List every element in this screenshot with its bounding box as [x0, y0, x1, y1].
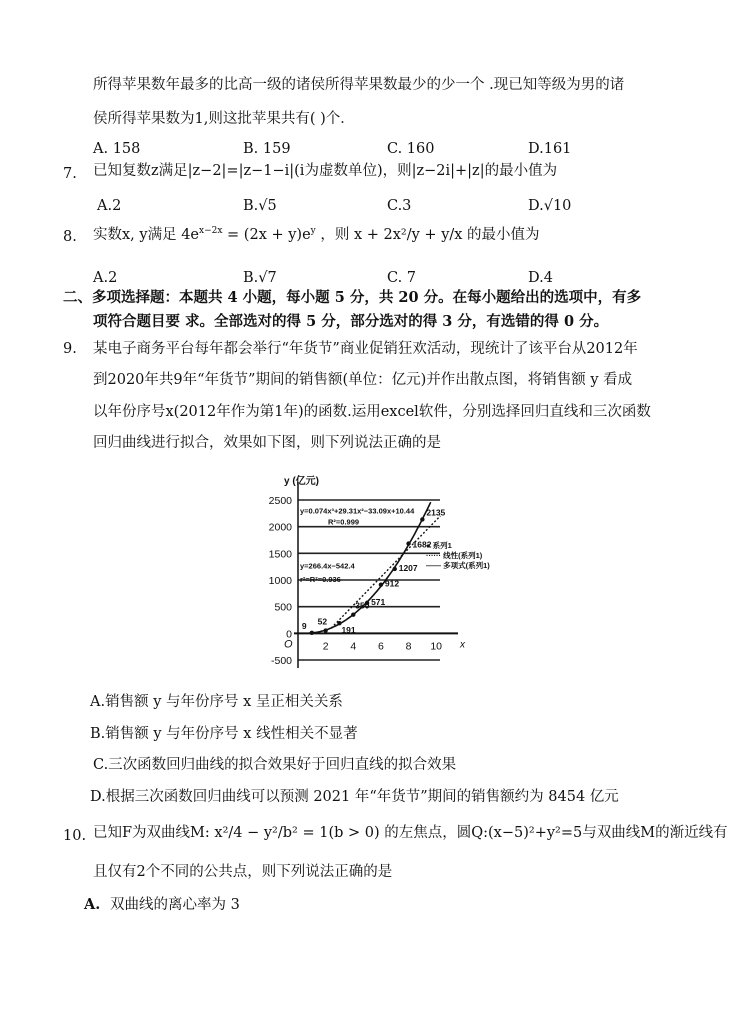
data-label: 1207: [398, 562, 418, 573]
q8-exp1: x−2x: [199, 226, 223, 236]
q8-option-b: B.√7: [243, 270, 277, 286]
q8-option-a: A.2: [93, 270, 118, 286]
q10-option-a-label: A.: [84, 896, 101, 913]
y-tick-label: 500: [274, 601, 292, 614]
data-label: 191: [341, 625, 356, 636]
y-tick-label: 1000: [268, 575, 292, 587]
data-label: 52: [317, 616, 328, 627]
y-axis-label: y (亿元): [284, 476, 319, 487]
q6-line2: 侯所得苹果数为1,则这批苹果共有( )个．: [93, 111, 355, 127]
q9-line3: 以年份序号x(2012年作为第1年)的函数.运用excel软件，分别选择回归直线和三次函数: [93, 404, 651, 420]
q9-line2: 到2020年共9年“年货节”期间的销售额(单位：亿元)并作出散点图，将销售额 y 看成: [93, 372, 633, 388]
data-point: [323, 628, 327, 632]
section2-line2: 项符合题目要 求。全部选对的得 5 分，部分选对的得 3 分，有选错的得 0 分。: [93, 313, 609, 330]
x-tick-label: 6: [377, 640, 384, 653]
q6-line1: 所得苹果数年最多的比高一级的诸侯所得苹果数最少的少一个 .现已知等级为男的诸: [93, 77, 625, 93]
q6-option-c: C. 160: [387, 141, 435, 157]
y-tick-label: 2500: [268, 495, 292, 507]
data-point: [406, 541, 410, 545]
y-tick-label: 0: [286, 628, 292, 641]
q9-number: 9.: [63, 341, 77, 357]
q7-option-c: C.3: [387, 198, 412, 214]
q8-option-d: D.4: [528, 270, 553, 286]
origin-label: O: [284, 638, 293, 651]
q6-option-b: B. 159: [243, 141, 291, 157]
q9-option-c: C.三次函数回归曲线的拟合效果好于回归直线的拟合效果: [93, 757, 457, 773]
linear-r2: r²=R²=0.936: [300, 575, 341, 584]
data-point: [393, 567, 397, 571]
q6-option-d: D.161: [528, 141, 572, 157]
y-tick-label: -500: [270, 655, 292, 667]
q7-option-d: D.√10: [528, 198, 572, 214]
q10-line1: 已知F为双曲线M: x²/4 − y²/b² = 1(b > 0) 的左焦点，圆Q:(x−5)²+y²=5与双曲线M的渐近线有: [93, 825, 728, 841]
data-label: 1682: [412, 539, 432, 550]
data-label: 2135: [426, 507, 446, 518]
q9-chart: [250, 470, 490, 680]
q6-option-a: A. 158: [93, 141, 141, 157]
q8-option-c: C. 7: [387, 270, 417, 286]
data-point: [310, 631, 314, 635]
x-tick-label: 4: [350, 640, 357, 653]
x-tick-label: 10: [430, 640, 443, 653]
section2-line1: 二、多项选择题：本题共 4 小题，每小题 5 分，共 20 分。在每小题给出的选项中，有多: [63, 289, 642, 306]
q7-option-a: A.2: [97, 198, 122, 214]
q8-text: [93, 227, 540, 242]
q7-option-b: B.√5: [243, 198, 277, 214]
q7-number: 7.: [63, 166, 77, 182]
legend-series1: ● 系列1: [426, 541, 452, 550]
q8-text-pre: 实数x, y满足 4e: [93, 226, 200, 243]
q7-text: 已知复数z满足|z−2|=|z−1−i|(i为虚数单位)，则|z−2i|+|z|的最小值为: [93, 163, 558, 179]
data-point: [379, 582, 383, 586]
x-tick-label: 2: [322, 640, 329, 653]
y-tick-label: 1500: [268, 548, 292, 561]
linear-trend-line: [331, 516, 440, 628]
y-tick-label: 2000: [268, 521, 292, 534]
data-point: [420, 517, 424, 521]
q10-number: 10.: [63, 828, 87, 844]
data-label: 9: [301, 620, 307, 631]
q9-option-a: A.销售额 y 与年份序号 x 呈正相关关系: [90, 694, 343, 710]
q10-option-a-text: 双曲线的离心率为 3: [110, 897, 240, 913]
x-axis-label: x: [460, 639, 465, 651]
data-label: 350: [355, 600, 370, 611]
q9-line4: 回归曲线进行拟合，效果如下图，则下列说法正确的是: [93, 435, 441, 451]
data-point: [351, 612, 355, 616]
poly-equation: y=0.074x³+29.31x²−33.09x+10.44: [300, 506, 415, 516]
q9-option-d: D.根据三次函数回归曲线可以预测 2021 年“年货节”期间的销售额约为 8454 亿元: [90, 789, 619, 805]
legend-poly: —— 多项式(系列1): [426, 561, 490, 570]
data-label: 571: [371, 596, 386, 607]
q8-text-post: ，则 x + 2x²/y + y/x 的最小值为: [315, 226, 540, 243]
q8-number: 8.: [63, 229, 77, 245]
chart-text: [269, 474, 491, 667]
linear-equation: y=266.4x−542.4: [300, 561, 355, 571]
q10-line2: 且仅有2个不同的公共点，则下列说法正确的是: [93, 864, 393, 880]
x-tick-label: 8: [405, 640, 412, 653]
poly-r2: R²=0.999: [328, 517, 360, 527]
q8-exp2: y: [310, 226, 316, 236]
legend-linear: ······ 线性(系列1): [426, 551, 483, 560]
data-label: 912: [384, 578, 400, 589]
q9-line1: 某电子商务平台每年都会举行“年货节”商业促销狂欢活动，现统计了该平台从2012年: [93, 341, 638, 357]
q8-text-mid: = (2x + y)e: [222, 226, 311, 243]
q9-option-b: B.销售额 y 与年份序号 x 线性相关不显著: [90, 726, 358, 742]
